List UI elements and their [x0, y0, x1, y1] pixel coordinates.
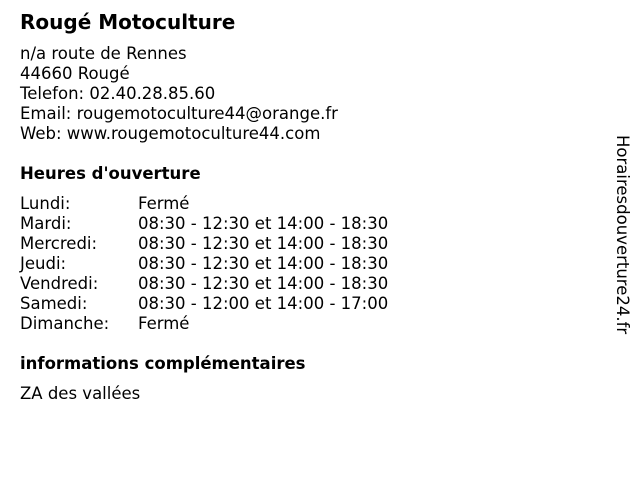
- opening-hours-table: [20, 194, 388, 334]
- day-hours: Fermé: [138, 314, 190, 333]
- day-label: Lundi:: [20, 194, 71, 213]
- day-label: Dimanche:: [20, 314, 110, 333]
- hours-row-saturday: [20, 294, 388, 314]
- opening-hours-heading: Heures d'ouverture: [20, 164, 201, 183]
- day-label: Jeudi:: [20, 254, 67, 273]
- contact-block: [20, 44, 338, 144]
- address-line-1: n/a route de Rennes: [20, 44, 187, 63]
- day-hours: 08:30 - 12:30 et 14:00 - 18:30: [138, 254, 389, 273]
- day-label: Vendredi:: [20, 274, 99, 293]
- hours-row-tuesday: [20, 214, 388, 234]
- additional-info-heading: informations complémentaires: [20, 354, 306, 373]
- web-line: Web: www.rougemotoculture44.com: [20, 124, 321, 143]
- hours-row-wednesday: [20, 234, 388, 254]
- day-hours: 08:30 - 12:30 et 14:00 - 18:30: [138, 234, 389, 253]
- site-watermark: Horairesdouverture24.fr: [613, 135, 632, 335]
- day-hours: 08:30 - 12:30 et 14:00 - 18:30: [138, 214, 389, 233]
- day-hours: Fermé: [138, 194, 190, 213]
- hours-row-friday: [20, 274, 388, 294]
- day-hours: 08:30 - 12:30 et 14:00 - 18:30: [138, 274, 389, 293]
- day-label: Mardi:: [20, 214, 72, 233]
- email-line: Email: rougemotoculture44@orange.fr: [20, 104, 338, 123]
- hours-row-sunday: [20, 314, 388, 334]
- hours-row-monday: [20, 194, 388, 214]
- day-hours: 08:30 - 12:00 et 14:00 - 17:00: [138, 294, 389, 313]
- business-name: Rougé Motoculture: [20, 10, 236, 34]
- hours-row-thursday: [20, 254, 388, 274]
- additional-info-text: ZA des vallées: [20, 384, 141, 403]
- day-label: Mercredi:: [20, 234, 98, 253]
- phone-line: Telefon: 02.40.28.85.60: [20, 84, 216, 103]
- address-line-2: 44660 Rougé: [20, 64, 130, 83]
- day-label: Samedi:: [20, 294, 88, 313]
